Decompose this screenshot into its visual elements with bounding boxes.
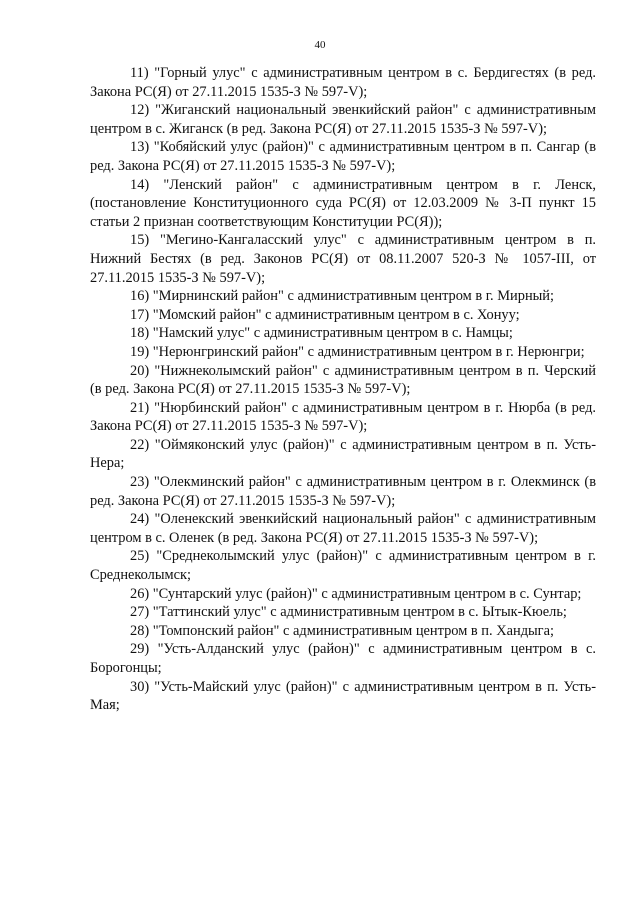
list-item-25: 25) "Среднеколымский улус (район)" с административным центром в г. Среднеколымск; <box>90 548 596 584</box>
list-item-29: 29) "Усть-Алданский улус (район)" с административным центром в с. Борогонцы; <box>90 641 596 676</box>
list-item-16: 16) "Мирнинский район" с административным центром в г. Мирный; <box>130 288 555 305</box>
document-body <box>90 64 596 715</box>
list-item-12: 12) "Жиганский национальный эвенкийский район" с административным центром в с. Жиганск (в ред. Закона РС(Я) от 27.11.2015 1535-З № 597-V); <box>90 102 596 137</box>
page-number: 40 <box>314 39 326 51</box>
list-item-17: 17) "Момский район" с административным центром в с. Хонуу; <box>130 306 520 323</box>
list-item-21: 21) "Нюрбинский район" с административным центром в г. Нюрба (в ред. Закона РС(Я) от 27.11.2015 1535-З № 597-V); <box>90 399 596 435</box>
list-item-22: 22) "Оймяконский улус (район)" с административным центром в п. Усть-Нера; <box>90 436 596 472</box>
list-item-24: 24) "Оленекский эвенкийский национальный район" с административным центром в с. Оленек (в ред. Закона РС(Я) от 27.11.2015 1535-З № 597-V); <box>90 511 596 546</box>
list-item-19: 19) "Нерюнгринский район" с административным центром в г. Нерюнгри; <box>130 343 585 360</box>
list-item-28: 28) "Томпонский район" с административным центром в п. Хандыга; <box>130 622 554 639</box>
list-item-15: 15) "Мегино-Кангаласский улус" с административным центром в п. Нижний Бестях (в ред. Законов РС(Я) от 08.11.2007 520-З № 1057-III, от 27.11.2015 1535-З № 597-V); <box>90 232 596 286</box>
list-item-11: 11) "Горный улус" с административным центром в с. Бердигестях (в ред. Закона РС(Я) от 27.11.2015 1535-З № 597-V); <box>90 65 596 100</box>
list-item-20: 20) "Нижнеколымский район" с административным центром в п. Черский (в ред. Закона РС(Я) от 27.11.2015 1535-З № 597-V); <box>90 362 596 398</box>
list-item-30: 30) "Усть-Майский улус (район)" с административным центром в п. Усть-Мая; <box>90 678 596 714</box>
list-item-23: 23) "Олекминский район" с административным центром в г. Олекминск (в ред. Закона РС(Я) от 27.11.2015 1535-З № 597-V); <box>90 474 596 509</box>
list-item-27: 27) "Таттинский улус" с административным центром в с. Ытык-Кюель; <box>130 604 567 621</box>
list-item-14: 14) "Ленский район" с административным центром в г. Ленск, (постановление Конституционного суда РС(Я) от 12.03.2009 № 3-П пункт 15 статьи 2 признан соответствующим Конституции РС(Я)); <box>90 176 596 230</box>
list-item-13: 13) "Кобяйский улус (район)" с административным центром в п. Сангар (в ред. Закона РС(Я) от 27.11.2015 1535-З № 597-V); <box>90 139 596 174</box>
list-item-26: 26) "Сунтарский улус (район)" с административным центром в с. Сунтар; <box>130 585 582 602</box>
list-item-18: 18) "Намский улус" с административным центром в с. Намцы; <box>130 325 513 342</box>
